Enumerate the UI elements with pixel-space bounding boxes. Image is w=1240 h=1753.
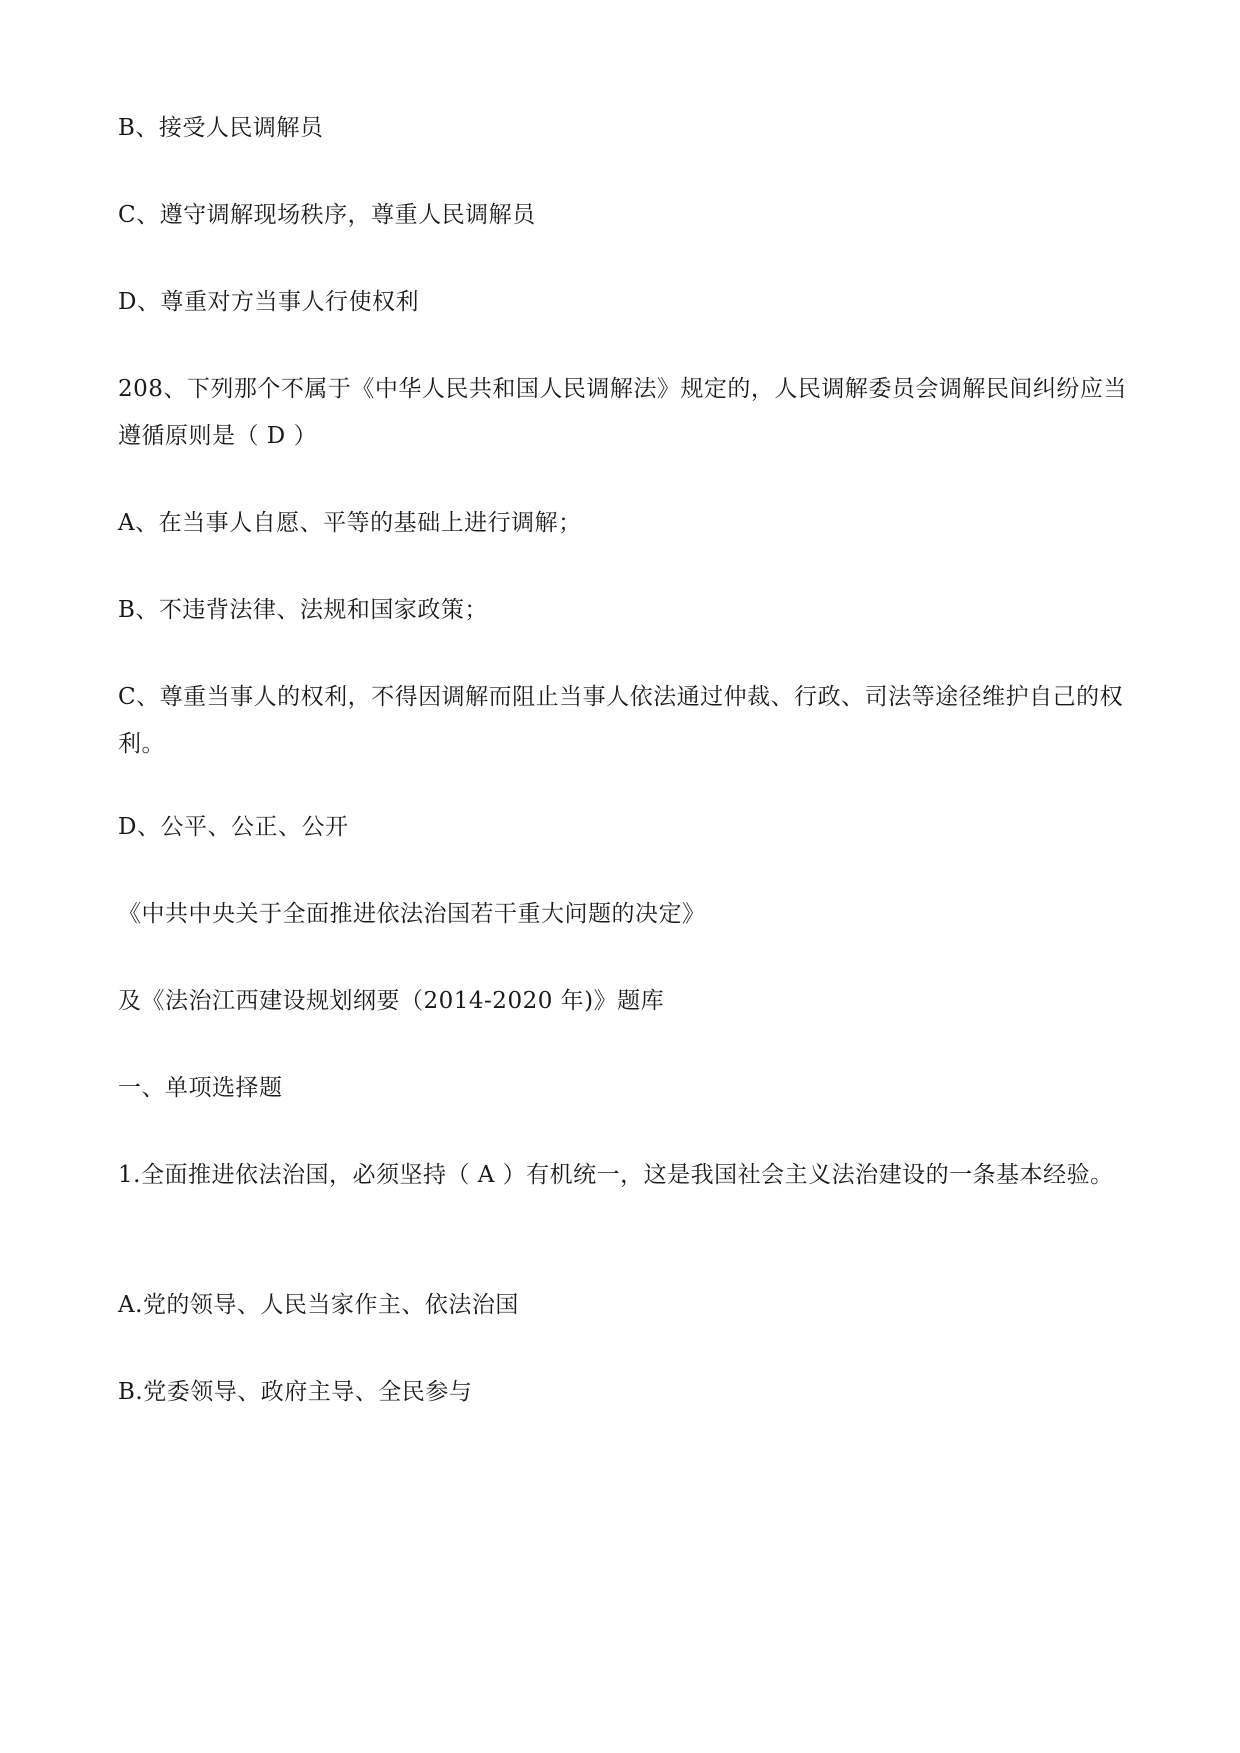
- q207-option-d: D、尊重对方当事人行使权利: [118, 289, 419, 315]
- q207-option-c: C、遵守调解现场秩序，尊重人民调解员: [118, 202, 536, 228]
- q208-question: 208、下列那个不属于《中华人民共和国人民调解法》规定的，人民调解委员会调解民间纠纷应当遵循原则是（ D ）: [118, 376, 1127, 449]
- section-subtitle: 一、单项选择题: [118, 1075, 283, 1101]
- q1-option-b: B.党委领导、政府主导、全民参与: [118, 1379, 473, 1405]
- q208-option-a: A、在当事人自愿、平等的基础上进行调解；: [118, 510, 582, 536]
- section-title-line2: 及《法治江西建设规划纲要（2014-2020 年)》题库: [118, 988, 665, 1014]
- q208-option-b: B、不违背法律、法规和国家政策；: [118, 597, 488, 623]
- q1-option-a: A.党的领导、人民当家作主、依法治国: [118, 1292, 519, 1318]
- q207-option-b: B、接受人民调解员: [118, 115, 324, 141]
- q1-question: 1.全面推进依法治国，必须坚持（ A ）有机统一，这是我国社会主义法治建设的一条基本经验。: [118, 1162, 1114, 1188]
- q208-option-c: C、尊重当事人的权利，不得因调解而阻止当事人依法通过仲裁、行政、司法等途径维护自己的权利。: [118, 684, 1124, 757]
- section-title-line1: 《中共中央关于全面推进依法治国若干重大问题的决定》: [118, 901, 706, 927]
- q208-option-d: D、公平、公正、公开: [118, 814, 349, 840]
